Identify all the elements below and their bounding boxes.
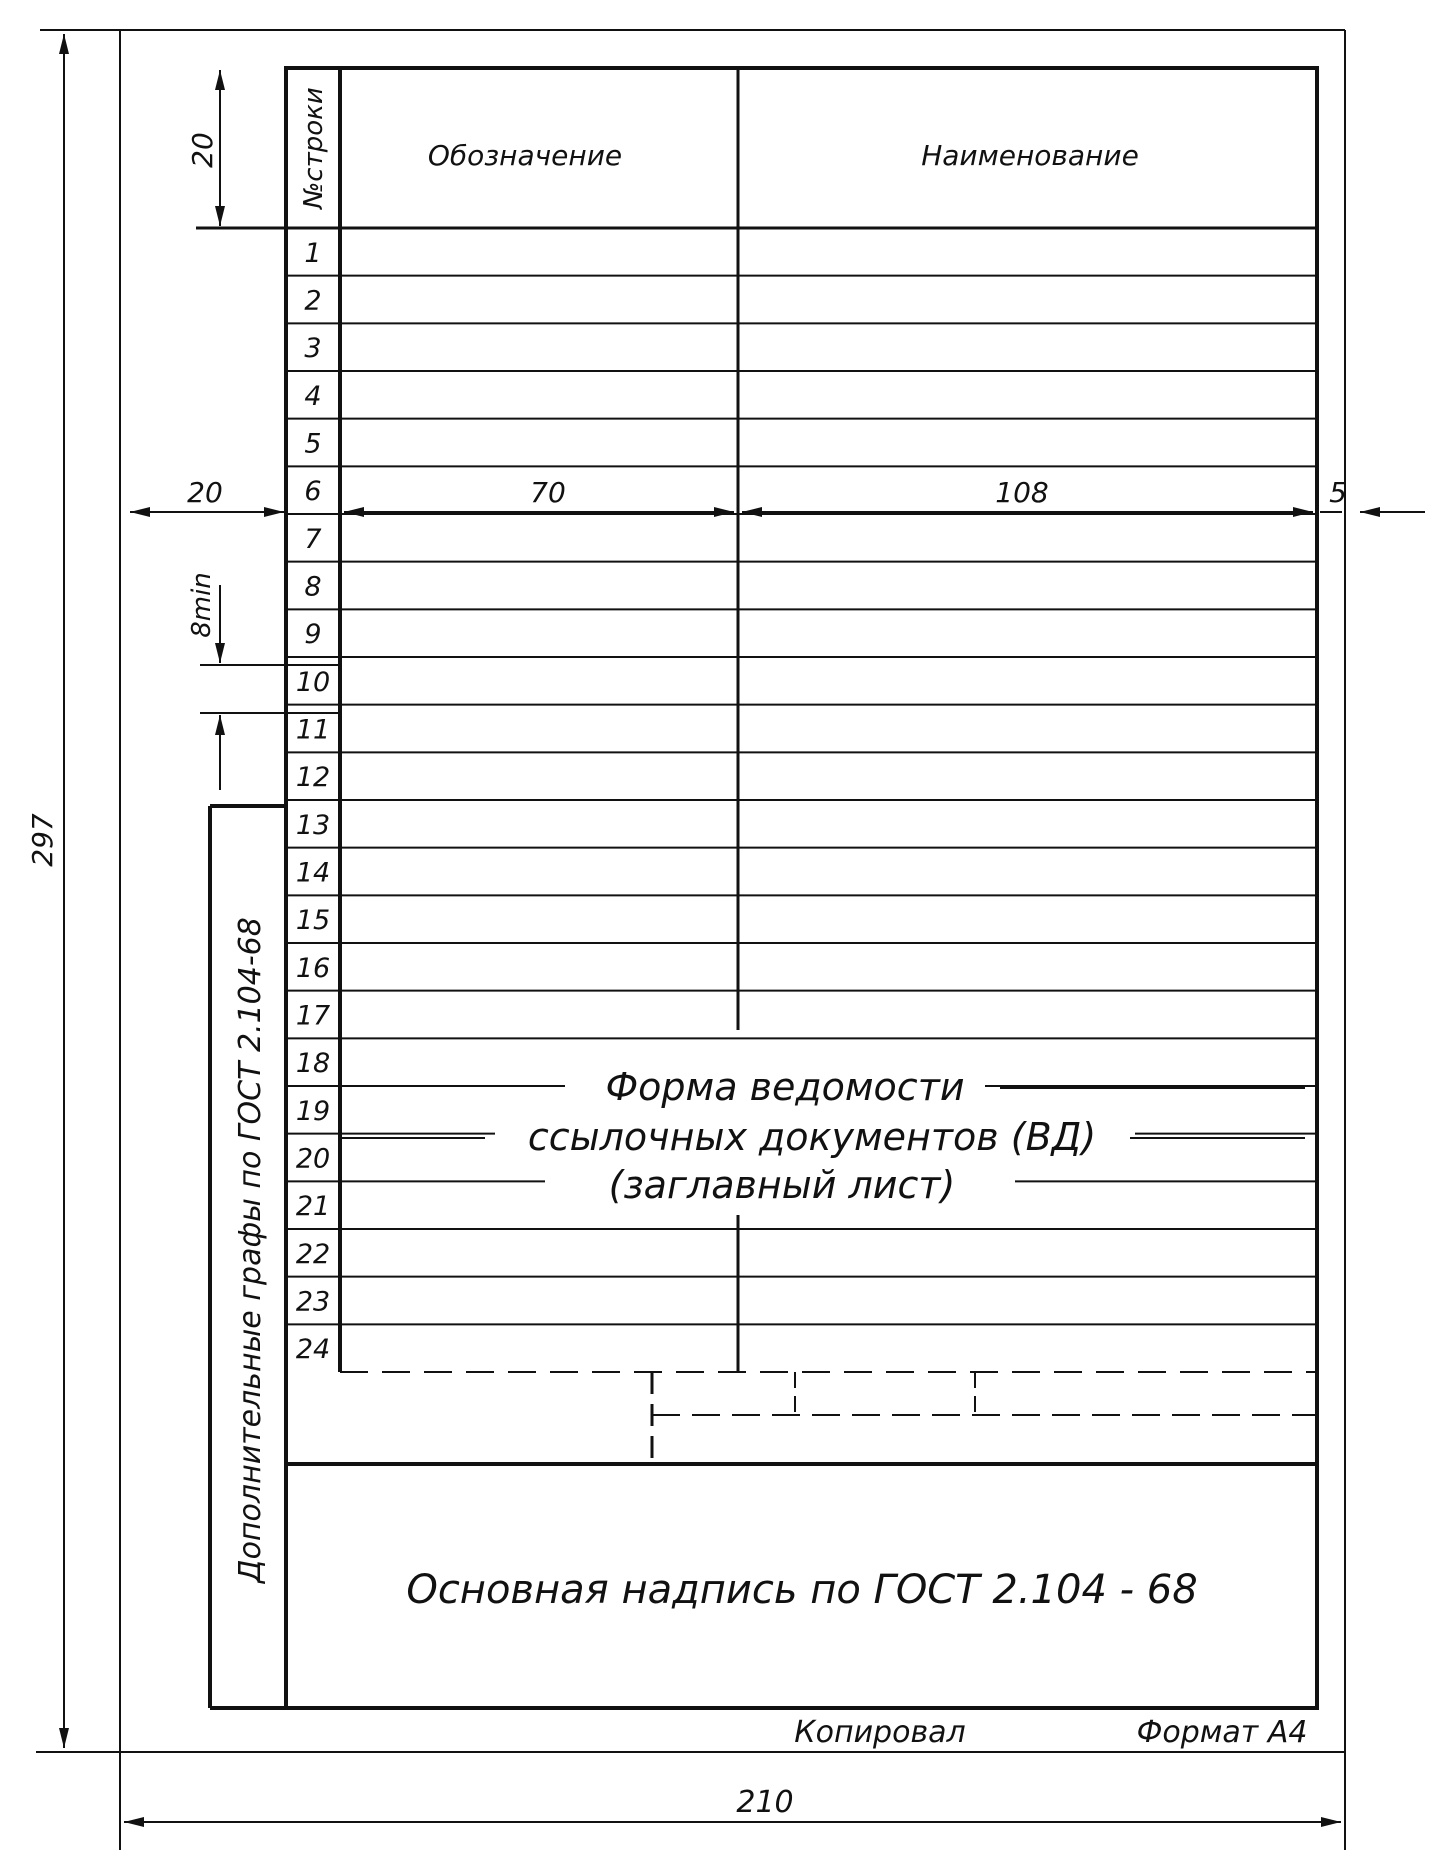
- row-number: 9: [304, 619, 322, 651]
- form-title-line2: ссылочных документов (ВД): [527, 1115, 1097, 1159]
- row-number: 11: [295, 714, 331, 746]
- row-number: 10: [295, 666, 331, 698]
- row-number: 23: [295, 1286, 331, 1318]
- row-number: 16: [295, 952, 331, 984]
- dim-left-margin-label: 20: [187, 476, 223, 509]
- row-number: 24: [295, 1334, 331, 1366]
- row-number: 7: [304, 523, 322, 555]
- dim-sheet-height-label: 297: [26, 813, 59, 867]
- form-title-line1: Форма ведомости: [605, 1065, 965, 1109]
- dashed-area: [340, 1372, 1317, 1458]
- header-designation: Обозначение: [427, 139, 623, 172]
- row-number: 14: [295, 857, 331, 889]
- row-number: 19: [295, 1095, 331, 1127]
- dim-row-min-label: 8min: [187, 572, 217, 638]
- dim-sheet-height: [26, 34, 64, 1748]
- row-number: 17: [295, 1000, 331, 1032]
- row-number: 5: [304, 428, 322, 460]
- row-number: 21: [295, 1191, 331, 1223]
- row-number: 8: [304, 571, 322, 603]
- row-number: 13: [295, 809, 331, 841]
- dim-horizontal-row: [130, 476, 1425, 512]
- footer-copied: Копировал: [794, 1715, 966, 1750]
- row-number: 1: [304, 237, 322, 269]
- row-number: 20: [295, 1143, 331, 1175]
- dim-right-margin-label: 5: [1329, 476, 1347, 509]
- title-block-label: Основная надпись по ГОСТ 2.104 - 68: [406, 1567, 1198, 1613]
- header-name: Наименование: [921, 139, 1139, 172]
- dim-header-height-label: 20: [186, 132, 219, 168]
- footer-format: Формат А4: [1136, 1715, 1308, 1750]
- dim-sheet-width: [124, 1785, 1341, 1822]
- dim-header-height: [186, 70, 220, 226]
- row-number: 22: [295, 1238, 331, 1270]
- row-number: 4: [304, 380, 322, 412]
- row-number: 6: [304, 476, 322, 508]
- row-number: 15: [295, 905, 331, 937]
- additional-columns-label: Дополнительные графы по ГОСТ 2.104-68: [233, 917, 268, 1583]
- row-number: 18: [295, 1048, 331, 1080]
- dim-sheet-width-label: 210: [736, 1785, 794, 1820]
- row-number: 3: [304, 333, 322, 365]
- form-title-line3: (заглавный лист): [608, 1163, 956, 1207]
- form-title-label: [340, 1058, 1305, 1214]
- dim-name-width-label: 108: [995, 476, 1049, 509]
- header-line-number: №строки: [299, 87, 329, 209]
- row-number: 12: [295, 762, 331, 794]
- row-number-labels: [296, 238, 330, 1365]
- row-number: 2: [304, 285, 322, 317]
- dim-designation-width-label: 70: [530, 476, 566, 509]
